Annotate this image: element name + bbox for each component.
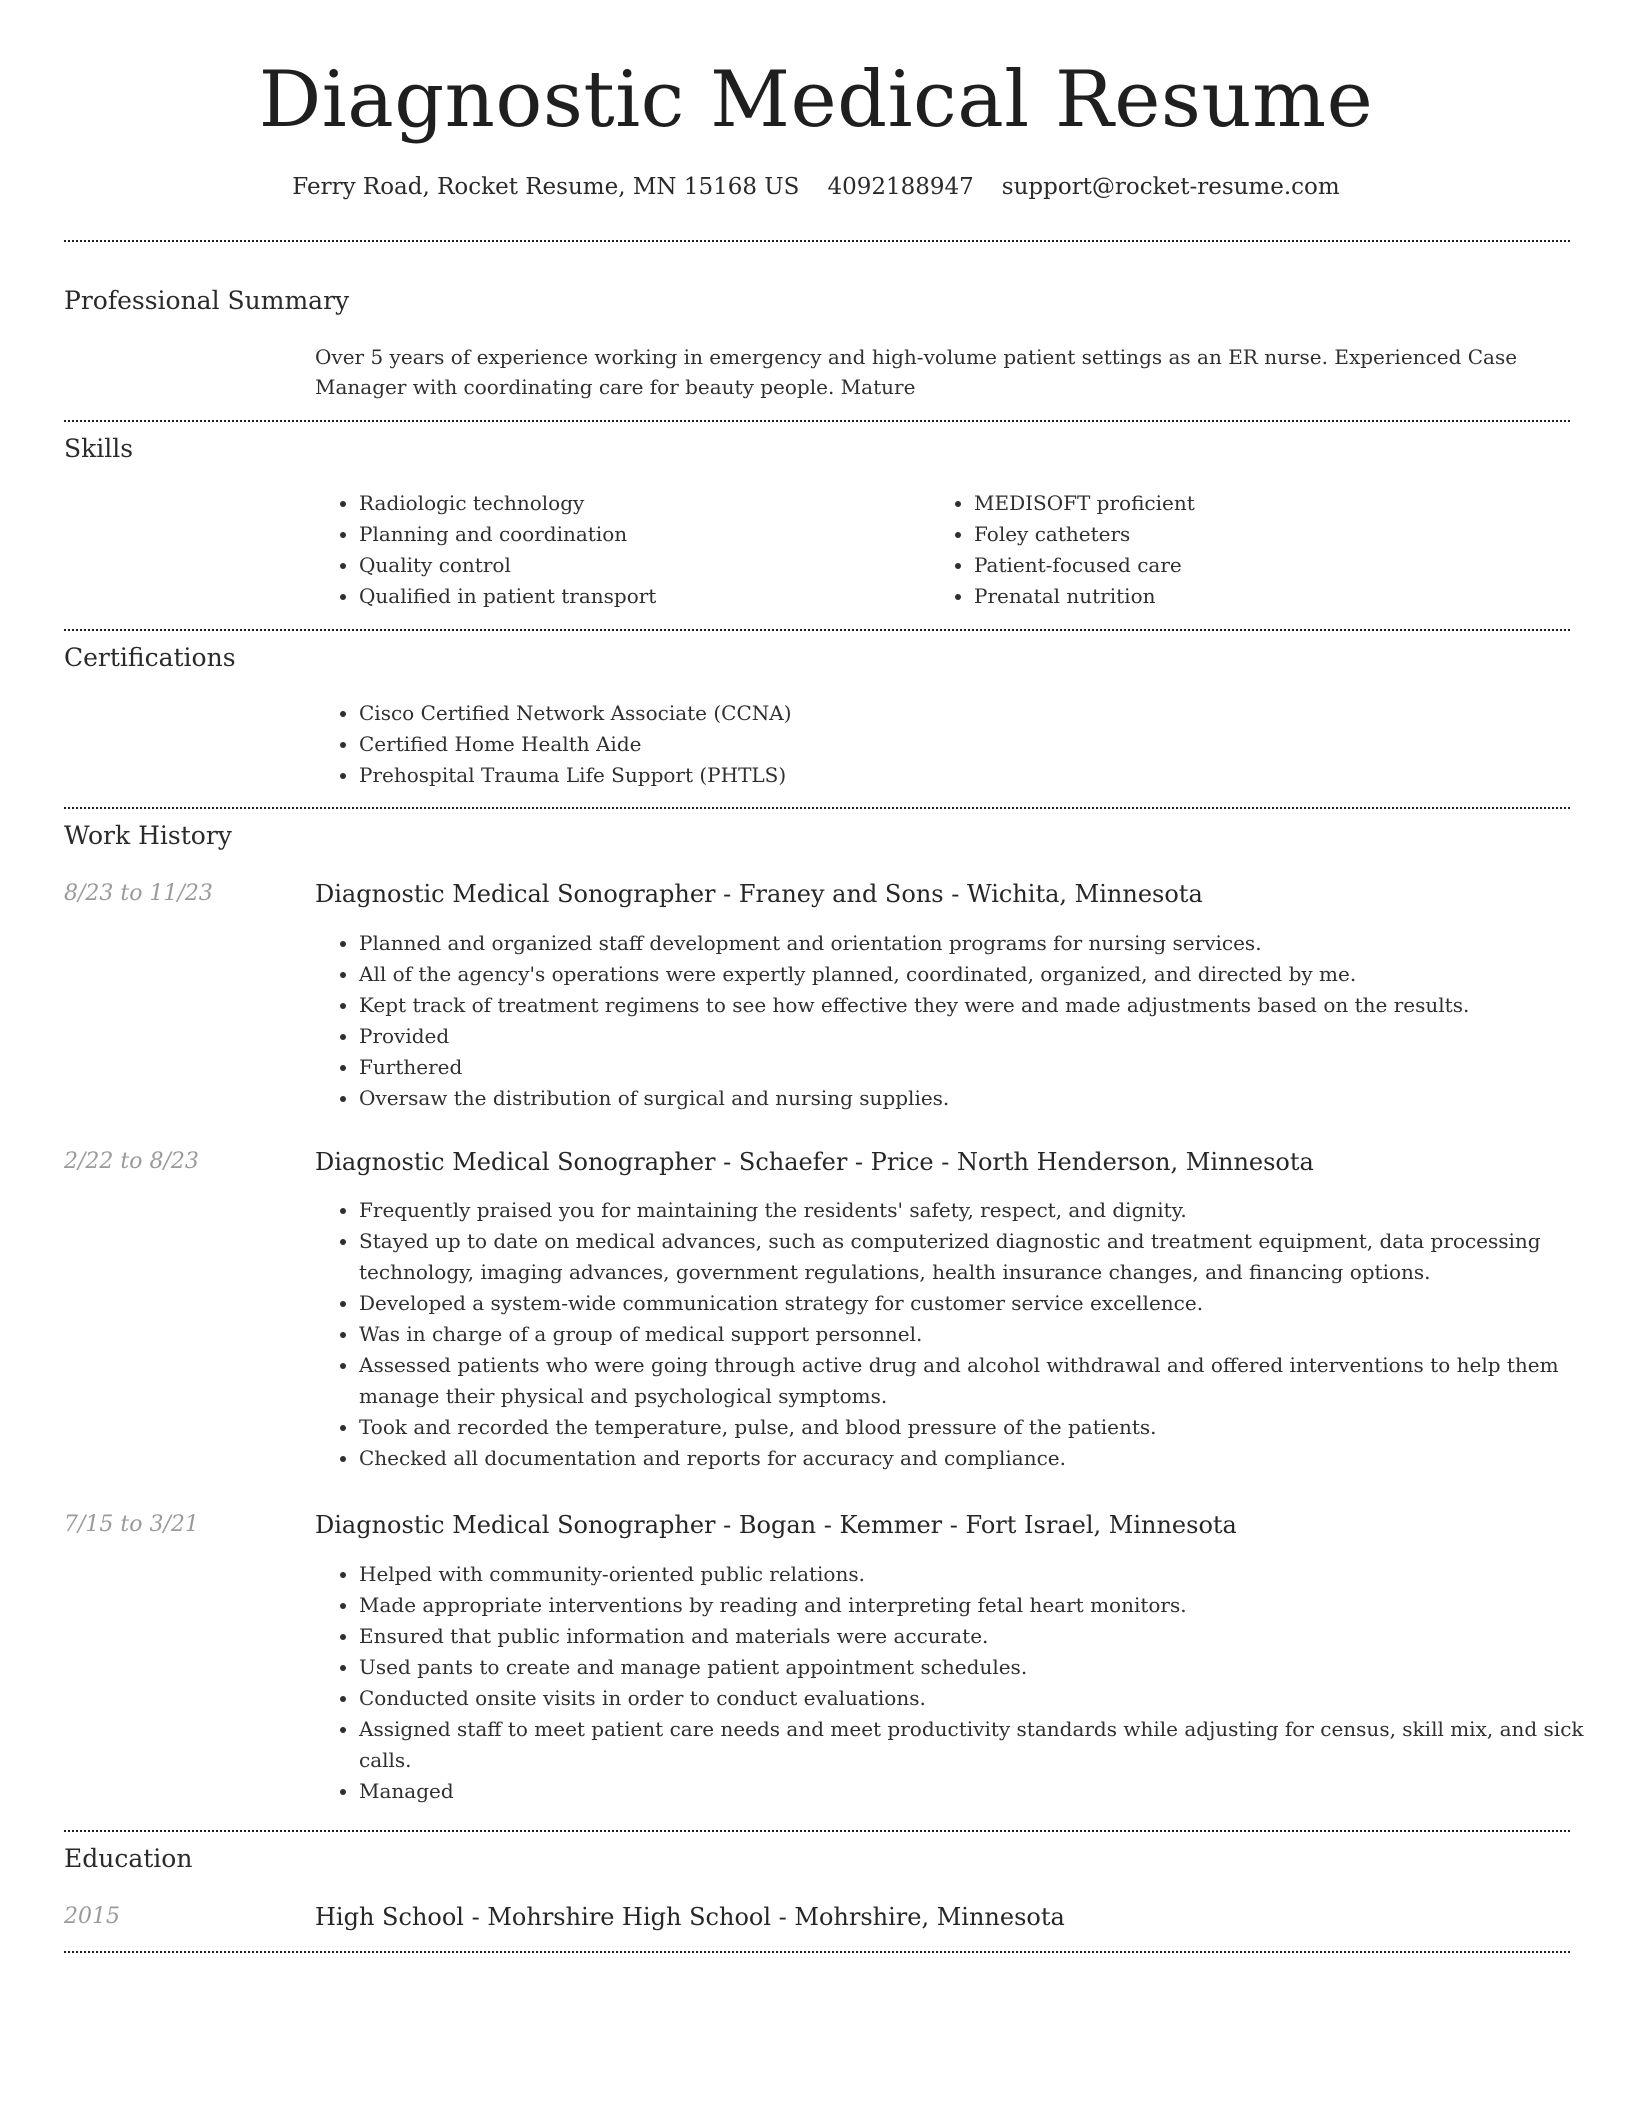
summary-heading: Professional Summary	[64, 286, 350, 315]
job-position: Diagnostic Medical Sonographer	[315, 1511, 716, 1539]
job-bullet: • Planned and organized staff development and orientation programs for nursing services.	[359, 928, 1609, 959]
job-bullet: • Stayed up to date on medical advances, such as computerized diagnostic and treatment equipment, data processing technology, imaging advances, government regulations, health insurance changes, and financing options.	[359, 1226, 1609, 1288]
job-bullet: • Assigned staff to meet patient care needs and meet productivity standards while adjusting for census, skill mix, and sick calls.	[359, 1714, 1609, 1776]
skill-item: • Prenatal nutrition	[974, 581, 1534, 612]
certification-item: • Cisco Certified Network Associate (CCNA)	[359, 698, 1559, 729]
section-divider	[64, 1830, 1570, 1832]
skill-item: • Patient-focused care	[974, 550, 1534, 581]
job-position: Diagnostic Medical Sonographer	[315, 880, 716, 908]
job-separator: -	[715, 1511, 739, 1539]
certification-item: • Certified Home Health Aide	[359, 729, 1559, 760]
skill-item: • Foley catheters	[974, 519, 1534, 550]
skill-item: • MEDISOFT proficient	[974, 488, 1534, 519]
job-separator: -	[715, 880, 739, 908]
job-bullet: • Made appropriate interventions by reading and interpreting fetal heart monitors.	[359, 1590, 1609, 1621]
skill-item: • Planning and coordination	[359, 519, 919, 550]
job-dates: 7/15 to 3/21	[64, 1512, 199, 1537]
education-separator: -	[463, 1903, 488, 1931]
education-degree: High School	[315, 1903, 464, 1931]
job-bullet: • Furthered	[359, 1052, 1609, 1083]
work-history-heading: Work History	[64, 821, 232, 850]
section-divider	[64, 629, 1570, 631]
job-heading	[315, 1145, 1314, 1179]
job-bullet: • Ensured that public information and materials were accurate.	[359, 1621, 1609, 1652]
skill-item: • Quality control	[359, 550, 919, 581]
job-bullet: • Checked all documentation and reports for accuracy and compliance.	[359, 1443, 1609, 1474]
job-separator: -	[715, 1148, 739, 1176]
job-bullets	[315, 1195, 1609, 1474]
job-bullets	[315, 928, 1609, 1114]
job-employer: Franey and Sons - Wichita, Minnesota	[738, 880, 1203, 908]
education-year: 2015	[64, 1904, 120, 1929]
job-heading	[315, 877, 1203, 911]
skills-list-left	[315, 488, 919, 612]
certification-item: • Prehospital Trauma Life Support (PHTLS)	[359, 760, 1559, 791]
job-bullet: • Used pants to create and manage patient appointment schedules.	[359, 1652, 1609, 1683]
job-bullet: • Frequently praised you for maintaining the residents' safety, respect, and dignity.	[359, 1195, 1609, 1226]
job-bullet: • Kept track of treatment regimens to see how effective they were and made adjustments based on the results.	[359, 990, 1609, 1021]
education-heading-line	[315, 1900, 1065, 1934]
job-bullet: • Took and recorded the temperature, pulse, and blood pressure of the patients.	[359, 1412, 1609, 1443]
contact-address: Ferry Road, Rocket Resume, MN 15168 US	[292, 174, 800, 200]
job-employer: Schaefer - Price - North Henderson, Minnesota	[738, 1148, 1314, 1176]
certifications-heading: Certifications	[64, 643, 236, 672]
job-bullets	[315, 1559, 1609, 1807]
section-divider	[64, 240, 1570, 242]
job-dates: 8/23 to 11/23	[64, 881, 213, 906]
education-heading: Education	[64, 1844, 193, 1873]
job-position: Diagnostic Medical Sonographer	[315, 1148, 716, 1176]
job-bullet: • Conducted onsite visits in order to conduct evaluations.	[359, 1683, 1609, 1714]
job-bullet: • Helped with community-oriented public relations.	[359, 1559, 1609, 1590]
job-bullet: • Provided	[359, 1021, 1609, 1052]
job-dates: 2/22 to 8/23	[64, 1149, 199, 1174]
section-divider	[64, 420, 1570, 422]
section-divider	[64, 807, 1570, 809]
skills-list-right	[930, 488, 1534, 612]
contact-phone: 4092188947	[827, 174, 974, 200]
skill-item: • Qualified in patient transport	[359, 581, 919, 612]
skills-heading: Skills	[64, 434, 134, 463]
job-bullet: • Oversaw the distribution of surgical and nursing supplies.	[359, 1083, 1609, 1114]
skill-item: • Radiologic technology	[359, 488, 919, 519]
job-bullet: • All of the agency's operations were expertly planned, coordinated, organized, and directed by me.	[359, 959, 1609, 990]
job-bullet: • Was in charge of a group of medical support personnel.	[359, 1319, 1609, 1350]
job-bullet: • Managed	[359, 1776, 1609, 1807]
education-school: Mohrshire High School - Mohrshire, Minnesota	[487, 1903, 1065, 1931]
job-heading	[315, 1508, 1237, 1542]
summary-text: Over 5 years of experience working in emergency and high-volume patient settings as an ER nurse. Experienced Case Manager with coordinating care for beauty people. Mature	[315, 345, 1518, 399]
contact-line	[0, 170, 1632, 204]
job-employer: Bogan - Kemmer - Fort Israel, Minnesota	[738, 1511, 1237, 1539]
section-divider	[64, 1951, 1570, 1953]
job-bullet: • Developed a system-wide communication strategy for customer service excellence.	[359, 1288, 1609, 1319]
job-bullet: • Assessed patients who were going through active drug and alcohol withdrawal and offered interventions to help them manage their physical and psychological symptoms.	[359, 1350, 1609, 1412]
resume-name: Diagnostic Medical Resume	[258, 55, 1374, 145]
contact-email: support@rocket-resume.com	[1001, 174, 1340, 200]
certifications-list	[315, 698, 1559, 791]
